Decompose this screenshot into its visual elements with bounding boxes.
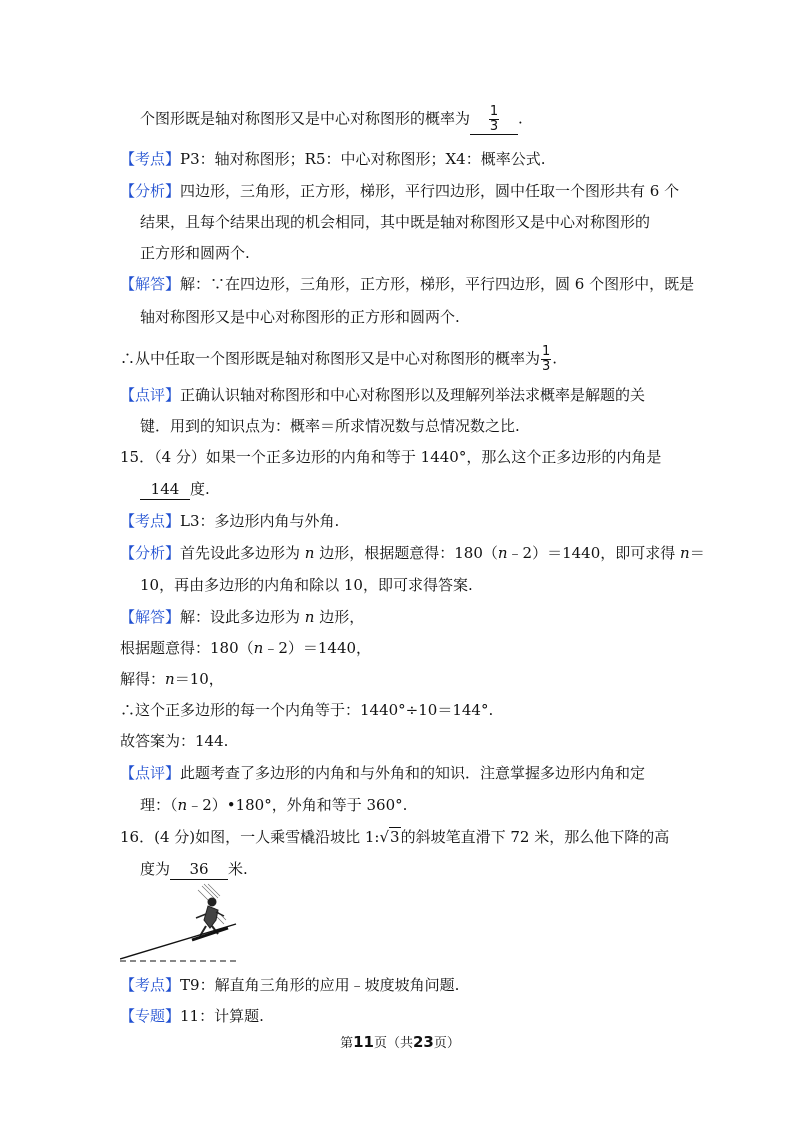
page-footer: 第11页（共23页）: [340, 1033, 460, 1051]
p14-jieda-line2: 轴对称图形又是中心对称图形的正方形和圆两个.: [140, 308, 460, 326]
p15-jieda: 【解答】解：设此多边形为 n 边形，: [120, 608, 365, 626]
p16-answer-blank: 36: [170, 859, 228, 880]
p15-fenxi-line2: 10，再由多边形的内角和除以 10，即可求得答案.: [140, 576, 473, 594]
p15-answer-blank: 144: [140, 479, 190, 500]
sled-icon: [192, 928, 228, 940]
p16-zhuanti: 【专题】11：计算题.: [120, 1007, 264, 1025]
p15-step4: 故答案为：144.: [120, 732, 229, 750]
fenxi-label: 【分析】: [120, 182, 181, 200]
current-page-number: 11: [353, 1033, 374, 1051]
p14-fenxi-line2: 结果，且每个结果出现的机会相同，其中既是轴对称图形又是中心对称图形的: [140, 213, 651, 231]
sled-slope-figure: [120, 880, 250, 964]
jieda-label: 【解答】: [120, 608, 181, 626]
kaodian-label: 【考点】: [120, 976, 181, 994]
p14-question-text: 个图形既是轴对称图形又是中心对称图形的概率为: [140, 109, 471, 128]
p15-dianping-line2: 理：（n﹣2）•180°，外角和等于 360°.: [140, 796, 408, 814]
p14-fenxi-line3: 正方形和圆两个.: [140, 244, 250, 262]
p16-question-line2: 度为 36 米.: [140, 860, 248, 878]
kaodian-label: 【考点】: [120, 150, 181, 168]
p14-fenxi: 【分析】四边形，三角形，正方形，梯形，平行四边形，圆中任取一个图形共有 6 个: [120, 182, 680, 200]
p14-answer-blank: [470, 105, 518, 135]
p15-kaodian: 【考点】L3：多边形内角与外角.: [120, 512, 340, 530]
p15-step1: 根据题意得：180（n﹣2）＝1440，: [120, 639, 372, 657]
p14-dianping-line2: 键．用到的知识点为：概率＝所求情况数与总情况数之比.: [140, 417, 520, 435]
p14-therefore: ∴从中任取一个图形既是轴对称图形又是中心对称图形的概率为 $\frac{1}{3}$ .: [120, 344, 558, 374]
p14-jieda: 【解答】解：∵在四边形，三角形，正方形，梯形，平行四边形，圆 6 个图形中，既是: [120, 275, 695, 293]
jieda-label: 【解答】: [120, 275, 181, 293]
zhuanti-label: 【专题】: [120, 1007, 181, 1025]
slope-line: [120, 924, 236, 959]
p14-therefore-fraction: $\frac{1}{3}$: [542, 344, 551, 374]
p15-question: 15．（4 分）如果一个正多边形的内角和等于 1440°，那么这个正多边形的内角是: [120, 448, 662, 466]
p16-question: 16．(4 分)如图，一人乘雪橇沿坡比 1:√3的斜坡笔直滑下 72 米，那么他下降的高: [120, 828, 670, 846]
p14-kaodian: 【考点】P3：轴对称图形；R5：中心对称图形；X4：概率公式.: [120, 150, 546, 168]
kaodian-label: 【考点】: [120, 512, 181, 530]
dianping-label: 【点评】: [120, 764, 181, 782]
p15-question-line2: 144 度.: [140, 478, 210, 500]
p16-kaodian: 【考点】T9：解直角三角形的应用﹣坡度坡角问题.: [120, 976, 460, 994]
fenxi-label: 【分析】: [120, 544, 181, 562]
p15-dianping: 【点评】此题考查了多边形的内角和与外角和的知识．注意掌握多边形内角和定: [120, 764, 646, 782]
p15-fenxi: 【分析】首先设此多边形为 n 边形，根据题意得：180（n﹣2）＝1440，即可求得 n＝: [120, 544, 705, 562]
total-page-number: 23: [413, 1033, 434, 1051]
p14-answer-fraction: $\frac{1}{3}$: [489, 104, 499, 134]
sqrt-symbol: √3: [379, 828, 400, 846]
p14-question-line: 个图形既是轴对称图形又是中心对称图形的概率为 $\frac{1}{3}$ .: [140, 104, 523, 134]
p15-step2: 解得：n＝10，: [120, 670, 224, 688]
p15-step3: ∴这个正多边形的每一个内角等于：1440°÷10＝144°.: [120, 701, 494, 719]
dianping-label: 【点评】: [120, 386, 181, 404]
p14-dianping: 【点评】正确认识轴对称图形和中心对称图形以及理解列举法求概率是解题的关: [120, 386, 646, 404]
